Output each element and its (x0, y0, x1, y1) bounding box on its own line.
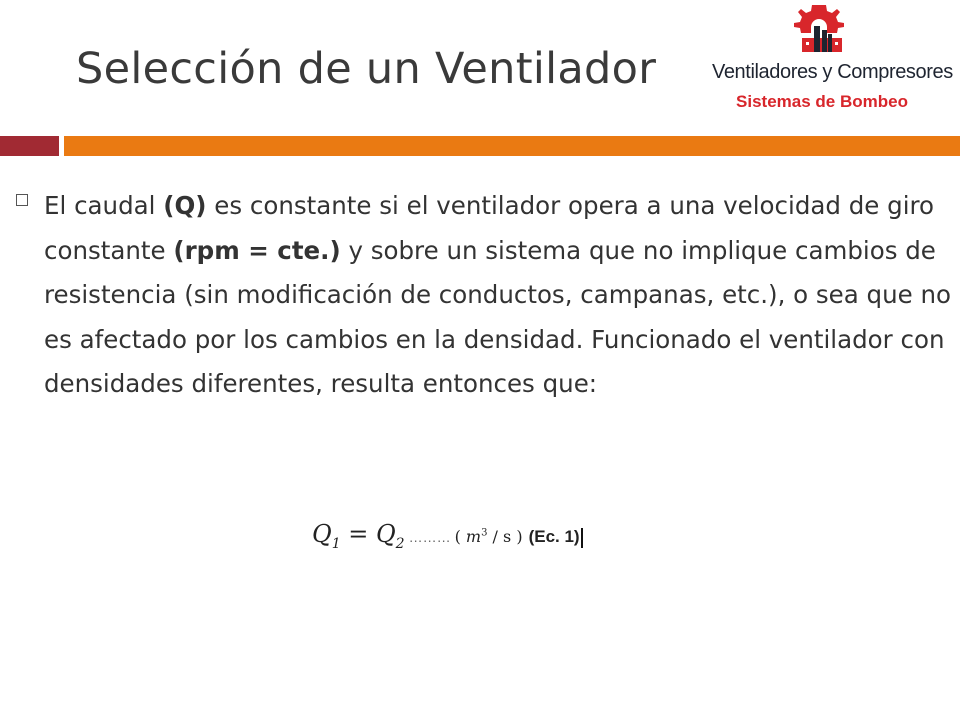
equation-label: (Ec. 1) (528, 527, 580, 546)
company-logo (712, 4, 953, 126)
equation-1 (312, 520, 583, 560)
rpm-constant: (rpm = cte.) (173, 235, 341, 265)
equation-units: ( $m^3$ / s ) (454, 527, 523, 546)
accent-bar-left (0, 136, 59, 156)
logo-text-ventiladores: Ventiladores y Compresores (712, 61, 953, 83)
logo-text-bombeo: Sistemas de Bombeo (736, 92, 908, 111)
square-bullet-icon (16, 194, 28, 206)
equation-body: $Q_1 = Q_2$ (312, 520, 405, 552)
text-cursor (581, 528, 583, 548)
bullet-text: El caudal (Q) es constante si el ventilador opera a una velocidad de giro constante (rpm = cte.) y sobre un sistema que no implique cambios de resistencia (sin modificación de conductos, campanas, etc.), o sea que no es afectado por los cambios en la densidad. Funcionado el ventilador con densidades diferentes, resulta entonces que: (44, 191, 952, 398)
slide-title: Selección de un Ventilador (76, 44, 657, 94)
accent-bar-right (64, 136, 960, 156)
caudal-symbol: (Q) (163, 191, 207, 220)
gear-factory-logo-icon (794, 4, 850, 56)
equation-dots: ……… (408, 529, 451, 545)
